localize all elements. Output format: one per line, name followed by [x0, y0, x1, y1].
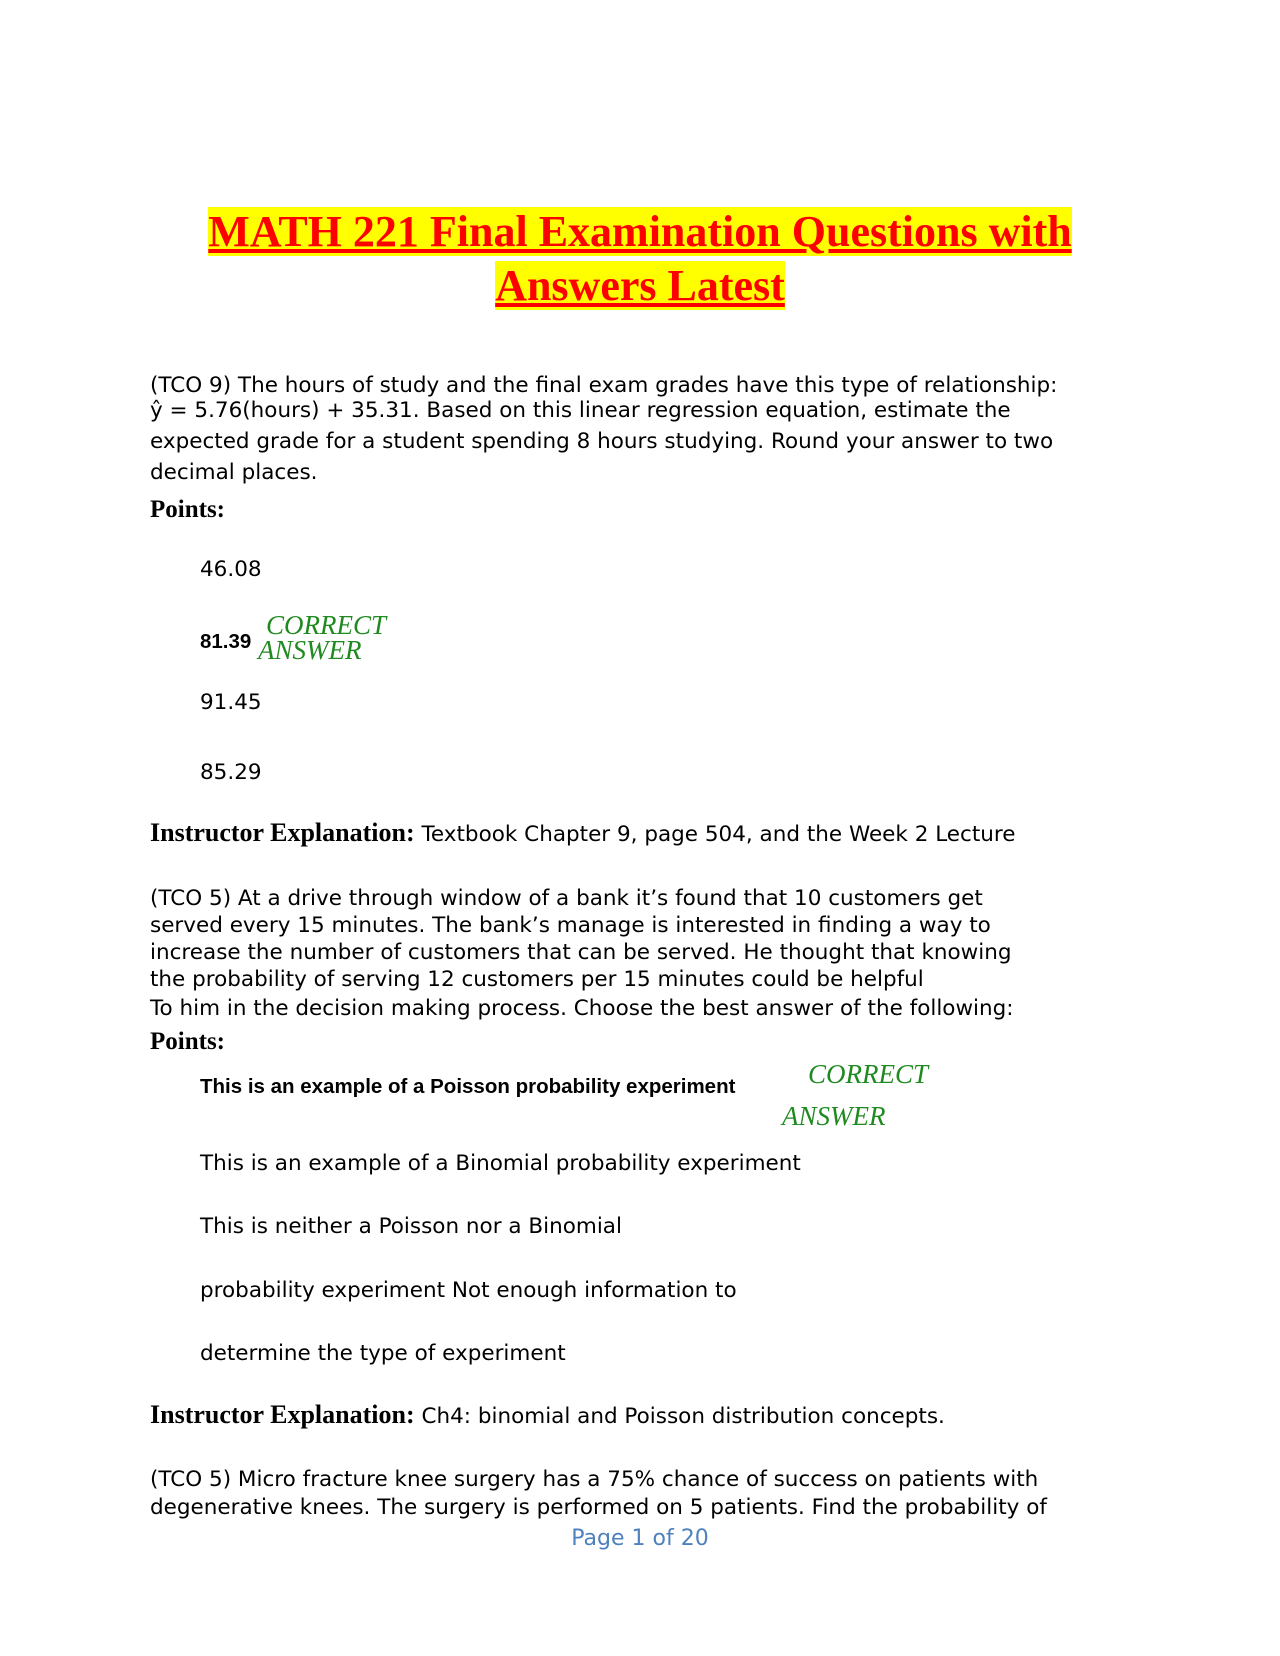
- answer-option-correct: This is an example of a Poisson probability experiment: [200, 1075, 736, 1098]
- correct-answer-mark: CORRECT ANSWER: [782, 1059, 929, 1131]
- document-title: MATH 221 Final Examination Questions with Answers Latest: [208, 207, 1072, 310]
- explanation-text: Ch4: binomial and Poisson distribution concepts.: [421, 1404, 945, 1429]
- answer-option: 85.29: [200, 760, 262, 785]
- instructor-explanation: [150, 1400, 945, 1430]
- points-label: Points:: [150, 496, 225, 523]
- question-2-text: (TCO 5) At a drive through window of a bank it’s found that 10 customers get served every 15 minutes. The bank’s manage is interested in finding a way to increase the number of customers that can be served. He thought that knowing the probability of serving 12 customers per 15 minutes could be helpful To him in the decision making process. Choose the best answer of the following:: [150, 886, 1014, 1021]
- explanation-text: Textbook Chapter 9, page 504, and the Week 2 Lecture: [421, 822, 1016, 847]
- instructor-explanation: [150, 818, 1016, 848]
- correct-answer-mark: CORRECT ANSWER: [258, 610, 387, 665]
- explanation-label: Instructor Explanation:: [150, 1400, 415, 1429]
- question-1-text: (TCO 9) The hours of study and the final exam grades have this type of relationship: ŷ = 5.76(hours) + 35.31. Based on this linear regression equation, estimate the expected grade for a student spending 8 hours studying. Round your answer to two decimal places.: [150, 373, 1058, 485]
- answer-option: 91.45: [200, 690, 262, 715]
- answer-option: This is an example of a Binomial probability experiment: [200, 1151, 801, 1176]
- points-label: Points:: [150, 1028, 225, 1055]
- answer-option: determine the type of experiment: [200, 1341, 566, 1366]
- answer-option-correct: 81.39: [200, 630, 252, 653]
- answer-option: probability experiment Not enough information to: [200, 1278, 737, 1303]
- explanation-label: Instructor Explanation:: [150, 818, 415, 847]
- page-number: Page 1 of 20: [571, 1526, 709, 1551]
- answer-option: 46.08: [200, 557, 262, 582]
- answer-option: This is neither a Poisson nor a Binomial: [200, 1214, 622, 1239]
- question-3-text: (TCO 5) Micro fracture knee surgery has a 75% chance of success on patients with degenerative knees. The surgery is performed on 5 patients. Find the probability of: [150, 1467, 1047, 1520]
